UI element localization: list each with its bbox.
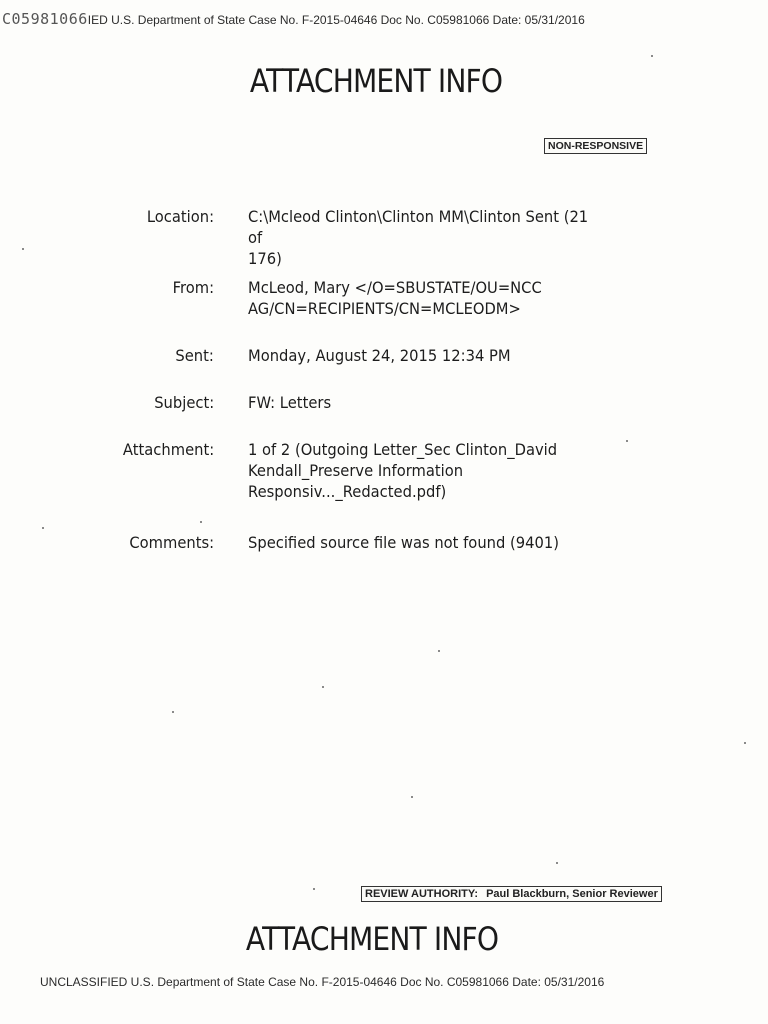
scan-speck — [651, 55, 653, 57]
scan-speck — [556, 862, 558, 864]
scan-speck — [411, 796, 413, 798]
header-line — [0, 10, 768, 28]
field-sent-value: Monday, August 24, 2015 12:34 PM — [248, 346, 511, 365]
field-location-label: Location: — [146, 207, 214, 226]
scan-speck — [313, 888, 315, 890]
doc-id-stamp: C05981066 — [2, 10, 88, 28]
field-attachment-label: Attachment: — [122, 440, 214, 459]
scan-speck — [626, 440, 628, 442]
scan-speck — [744, 742, 746, 744]
review-authority-value: Paul Blackburn, Senior Reviewer — [486, 888, 658, 900]
review-authority-stamp — [361, 886, 662, 902]
page-title-top: ATTACHMENT INFO — [249, 62, 503, 100]
scan-speck — [42, 527, 44, 529]
page-title-bottom: ATTACHMENT INFO — [245, 920, 499, 958]
field-location-value: C:\Mcleod Clinton\Clinton MM\Clinton Sent (21 of 176) — [248, 207, 589, 268]
header-text: IED U.S. Department of State Case No. F-2015-04646 Doc No. C05981066 Date: 05/31/2016 — [87, 13, 585, 27]
non-responsive-stamp: NON-RESPONSIVE — [544, 138, 647, 154]
field-from-value: McLeod, Mary </O=SBUSTATE/OU=NCC AG/CN=RECIPIENTS/CN=MCLEODM> — [248, 278, 542, 318]
field-comments-value: Specified source file was not found (9401) — [248, 533, 559, 552]
scan-speck — [200, 521, 202, 523]
field-attachment-value: 1 of 2 (Outgoing Letter_Sec Clinton_David Kendall_Preserve Information Responsiv..._Redacted.pdf) — [248, 440, 558, 501]
field-subject-label: Subject: — [154, 393, 214, 412]
review-authority-label: REVIEW AUTHORITY: — [365, 888, 479, 900]
scan-speck — [438, 650, 440, 652]
footer-line: UNCLASSIFIED U.S. Department of State Case No. F-2015-04646 Doc No. C05981066 Date: 05/31/2016 — [40, 975, 605, 989]
scan-speck — [22, 248, 24, 250]
scan-speck — [172, 711, 174, 713]
scan-speck — [322, 686, 324, 688]
field-sent-label: Sent: — [175, 346, 214, 365]
field-comments-label: Comments: — [129, 533, 214, 552]
field-subject-value: FW: Letters — [248, 393, 332, 412]
field-from-label: From: — [172, 278, 214, 297]
